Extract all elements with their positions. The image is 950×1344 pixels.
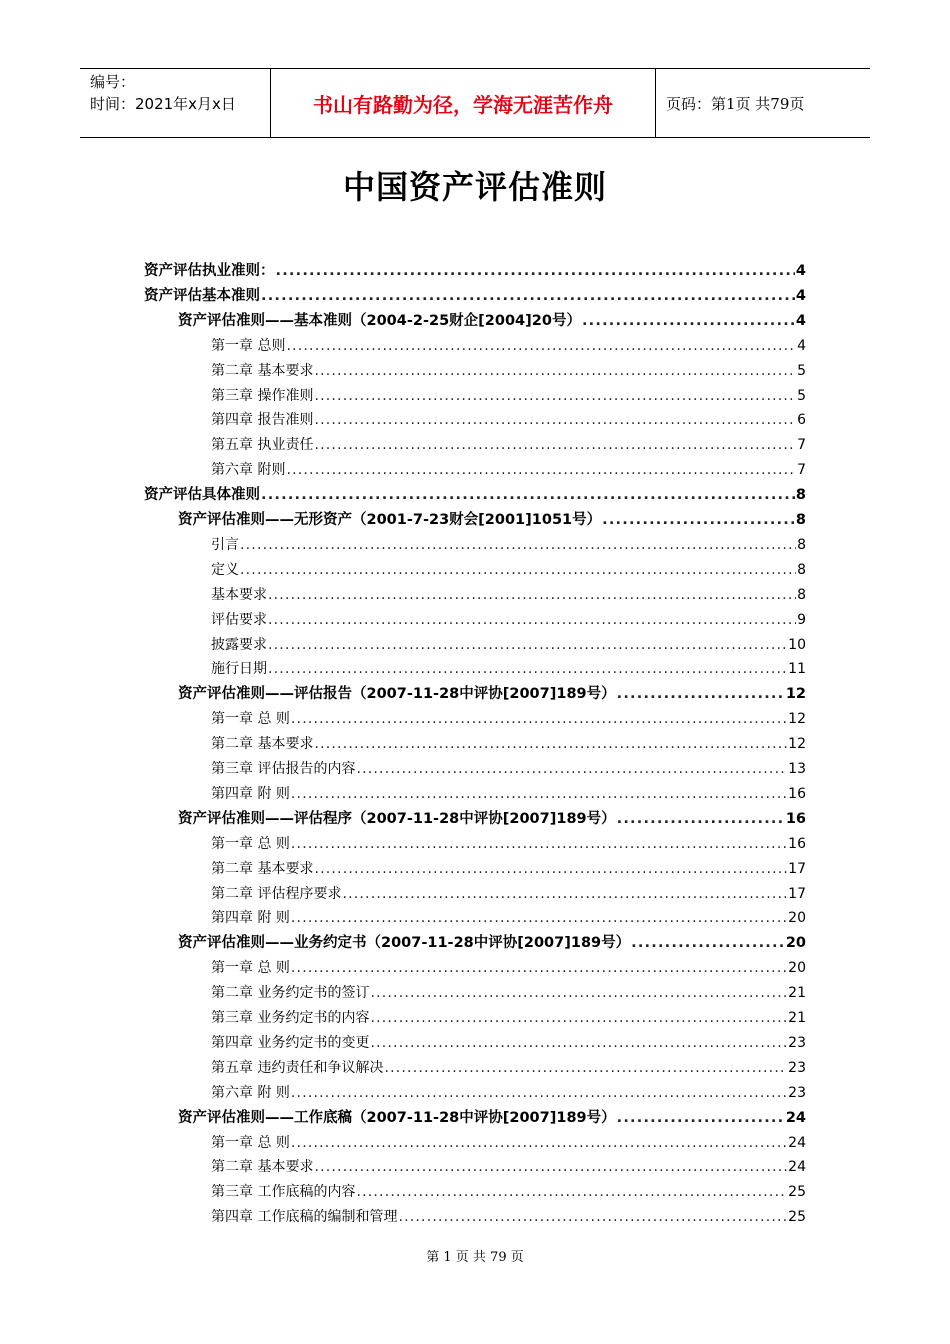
toc-entry-page: 4 bbox=[795, 287, 806, 304]
toc-entry[interactable] bbox=[211, 608, 806, 633]
toc-entry-label: 第二章 基本要求 bbox=[211, 362, 314, 379]
time-label: 时间：2021年x月x日 bbox=[90, 95, 236, 113]
toc-leader-dots bbox=[240, 533, 796, 558]
toc-leader-dots bbox=[291, 782, 787, 807]
toc-leader-dots bbox=[291, 832, 787, 857]
toc-entry-label: 资产评估准则——无形资产（2001-7-23财会[2001]1051号） bbox=[178, 512, 602, 528]
toc-entry[interactable] bbox=[211, 1056, 806, 1081]
toc-entry-page: 10 bbox=[788, 636, 806, 653]
toc-leader-dots bbox=[291, 1131, 787, 1156]
toc-entry-label: 资产评估准则——评估报告（2007-11-28中评协[2007]189号） bbox=[178, 686, 616, 703]
header-divider bbox=[655, 69, 656, 137]
toc-entry[interactable] bbox=[211, 359, 806, 384]
toc-entry[interactable] bbox=[211, 433, 806, 458]
toc-leader-dots bbox=[602, 508, 795, 533]
toc-entry[interactable] bbox=[211, 458, 806, 483]
toc-entry[interactable] bbox=[211, 1031, 806, 1056]
toc-leader-dots bbox=[268, 657, 787, 682]
toc-leader-dots bbox=[291, 1081, 787, 1106]
toc-leader-dots bbox=[631, 931, 785, 956]
toc-entry-page: 12 bbox=[788, 736, 806, 753]
toc-entry[interactable] bbox=[211, 1205, 806, 1230]
toc-entry-page: 17 bbox=[788, 885, 806, 902]
toc-entry[interactable] bbox=[178, 508, 806, 533]
toc-leader-dots bbox=[268, 583, 796, 608]
toc-leader-dots bbox=[384, 1056, 787, 1081]
toc-leader-dots bbox=[370, 1031, 787, 1056]
toc-entry-page: 9 bbox=[797, 611, 806, 628]
toc-entry-page: 4 bbox=[795, 263, 806, 279]
toc-leader-dots bbox=[314, 408, 796, 433]
toc-leader-dots bbox=[356, 1180, 787, 1205]
toc-entry-label: 资产评估基本准则 bbox=[144, 287, 260, 304]
toc-entry[interactable] bbox=[178, 682, 806, 707]
toc-entry-label: 评估要求 bbox=[211, 611, 267, 628]
header-meta bbox=[90, 71, 236, 115]
toc-leader-dots bbox=[268, 633, 787, 658]
toc-entry-page: 8 bbox=[795, 487, 806, 504]
toc-entry-label: 第四章 业务约定书的变更 bbox=[211, 1034, 370, 1051]
toc-entry-page: 20 bbox=[788, 910, 806, 927]
toc-leader-dots bbox=[314, 857, 787, 882]
toc-leader-dots bbox=[342, 882, 787, 907]
toc-entry-label: 定义 bbox=[211, 561, 239, 578]
toc-entry-label: 第六章 附则 bbox=[211, 462, 286, 479]
toc-entry-page: 6 bbox=[797, 412, 806, 429]
toc-entry-page: 24 bbox=[788, 1134, 806, 1151]
toc-entry[interactable] bbox=[211, 882, 806, 907]
toc-entry-page: 23 bbox=[788, 1084, 806, 1101]
toc-entry[interactable] bbox=[211, 1006, 806, 1031]
toc-entry-page: 23 bbox=[788, 1059, 806, 1076]
toc-leader-dots bbox=[314, 732, 787, 757]
toc-entry[interactable] bbox=[144, 259, 806, 284]
toc-entry-label: 第四章 附 则 bbox=[211, 785, 290, 802]
toc-leader-dots bbox=[314, 384, 796, 409]
toc-leader-dots bbox=[617, 1106, 785, 1131]
document-header bbox=[80, 68, 870, 138]
toc-entry-label: 第六章 附 则 bbox=[211, 1084, 290, 1101]
toc-entry-label: 第三章 业务约定书的内容 bbox=[211, 1010, 370, 1026]
toc-entry-label: 资产评估具体准则 bbox=[144, 487, 260, 504]
toc-entry-page: 16 bbox=[788, 835, 806, 852]
toc-entry[interactable] bbox=[211, 906, 806, 931]
toc-entry-page: 7 bbox=[797, 462, 806, 479]
toc-entry-label: 披露要求 bbox=[211, 636, 267, 653]
toc-entry-page: 25 bbox=[788, 1209, 806, 1226]
toc-entry[interactable] bbox=[211, 583, 806, 608]
toc-entry-page: 5 bbox=[797, 362, 806, 379]
toc-leader-dots bbox=[356, 757, 787, 782]
toc-entry[interactable] bbox=[211, 1180, 806, 1205]
toc-leader-dots bbox=[617, 807, 785, 832]
toc-entry-page: 4 bbox=[795, 312, 806, 329]
toc-entry-label: 第二章 基本要求 bbox=[211, 1159, 314, 1176]
toc-leader-dots bbox=[291, 707, 787, 732]
toc-entry-page: 20 bbox=[785, 935, 806, 952]
toc-entry-label: 第三章 工作底稿的内容 bbox=[211, 1184, 356, 1201]
toc-leader-dots bbox=[370, 981, 787, 1006]
toc-entry[interactable] bbox=[211, 533, 806, 558]
toc-entry[interactable] bbox=[178, 931, 806, 956]
toc-entry-label: 资产评估准则——业务约定书（2007-11-28中评协[2007]189号） bbox=[178, 935, 631, 952]
toc-entry-label: 第二章 基本要求 bbox=[211, 860, 314, 877]
toc-entry[interactable] bbox=[211, 657, 806, 682]
toc-entry-label: 第五章 违约责任和争议解决 bbox=[211, 1059, 384, 1076]
toc-entry[interactable] bbox=[211, 334, 806, 359]
toc-entry-label: 第四章 工作底稿的编制和管理 bbox=[211, 1209, 398, 1226]
toc-entry[interactable] bbox=[211, 832, 806, 857]
toc-entry-label: 第一章 总 则 bbox=[211, 711, 290, 728]
toc-entry-page: 24 bbox=[785, 1109, 806, 1126]
toc-leader-dots bbox=[291, 906, 787, 931]
toc-entry[interactable] bbox=[178, 309, 806, 334]
toc-entry-page: 17 bbox=[788, 860, 806, 877]
toc-leader-dots bbox=[291, 956, 787, 981]
toc-entry-label: 第二章 评估程序要求 bbox=[211, 885, 342, 902]
toc-entry-page: 8 bbox=[795, 512, 806, 528]
toc-leader-dots bbox=[582, 309, 795, 334]
toc-leader-dots bbox=[370, 1006, 787, 1031]
page-footer: 第 1 页 共 79 页 bbox=[426, 1250, 524, 1265]
toc-leader-dots bbox=[398, 1205, 787, 1230]
toc-entry-page: 11 bbox=[788, 661, 806, 678]
toc-entry-page: 13 bbox=[788, 761, 806, 777]
toc-entry-label: 资产评估准则——工作底稿（2007-11-28中评协[2007]189号） bbox=[178, 1109, 616, 1126]
toc-entry-page: 20 bbox=[788, 960, 806, 977]
toc-entry-label: 第一章 总 则 bbox=[211, 960, 290, 977]
toc-entry[interactable] bbox=[211, 956, 806, 981]
toc-entry-label: 第一章 总 则 bbox=[211, 835, 290, 852]
number-label: 编号： bbox=[90, 73, 136, 91]
toc-entry-page: 16 bbox=[785, 810, 806, 827]
toc-entry[interactable] bbox=[211, 408, 806, 433]
toc-entry-page: 23 bbox=[788, 1034, 806, 1051]
header-motto: 书山有路勤为径，学海无涯苦作舟 bbox=[313, 92, 613, 117]
toc-entry-label: 引言 bbox=[211, 536, 239, 553]
toc-entry[interactable] bbox=[211, 1155, 806, 1180]
toc-entry[interactable] bbox=[144, 483, 806, 508]
toc-entry[interactable] bbox=[211, 857, 806, 882]
toc-entry[interactable] bbox=[211, 782, 806, 807]
toc-leader-dots bbox=[314, 433, 796, 458]
toc-entry-label: 第四章 附 则 bbox=[211, 910, 290, 927]
toc-leader-dots bbox=[261, 284, 795, 309]
toc-entry-page: 5 bbox=[797, 387, 806, 404]
toc-entry-label: 第一章 总则 bbox=[211, 337, 286, 354]
toc-leader-dots bbox=[314, 1155, 787, 1180]
toc-leader-dots bbox=[268, 608, 796, 633]
toc-entry[interactable] bbox=[211, 732, 806, 757]
toc-entry[interactable] bbox=[211, 757, 806, 782]
toc-entry-label: 资产评估准则——基本准则（2004-2-25财企[2004]20号） bbox=[178, 312, 581, 329]
toc-entry-label: 第三章 操作准则 bbox=[211, 387, 314, 404]
toc-leader-dots bbox=[286, 458, 796, 483]
toc-entry-page: 8 bbox=[797, 586, 806, 603]
header-page-info: 页码：第1页 共79页 bbox=[666, 94, 805, 113]
toc-entry[interactable] bbox=[211, 707, 806, 732]
toc-leader-dots bbox=[617, 682, 785, 707]
toc-entry-page: 25 bbox=[788, 1184, 806, 1201]
toc-entry-page: 16 bbox=[788, 785, 806, 802]
document-title: 中国资产评估准则 bbox=[342, 168, 607, 206]
toc-entry-label: 资产评估执业准则： bbox=[144, 263, 275, 279]
toc-entry-page: 4 bbox=[797, 337, 806, 354]
toc-entry-label: 第四章 报告准则 bbox=[211, 412, 314, 429]
toc-entry-page: 21 bbox=[788, 985, 806, 1002]
toc-entry-page: 7 bbox=[797, 437, 806, 454]
toc-leader-dots bbox=[286, 334, 796, 359]
toc-entry-label: 第五章 执业责任 bbox=[211, 437, 314, 454]
toc-entry-label: 第二章 业务约定书的签订 bbox=[211, 985, 370, 1002]
toc-leader-dots bbox=[314, 359, 796, 384]
toc-leader-dots bbox=[261, 483, 795, 508]
toc-entry-page: 12 bbox=[788, 711, 806, 728]
toc-entry-label: 资产评估准则——评估程序（2007-11-28中评协[2007]189号） bbox=[178, 810, 616, 827]
toc-entry-page: 8 bbox=[797, 561, 806, 578]
toc-leader-dots bbox=[276, 259, 795, 284]
toc-entry-label: 第一章 总 则 bbox=[211, 1134, 290, 1151]
toc-entry[interactable] bbox=[211, 1131, 806, 1156]
toc-leader-dots bbox=[240, 558, 796, 583]
toc-entry[interactable] bbox=[144, 284, 806, 309]
toc-entry-page: 8 bbox=[797, 536, 806, 553]
toc-entry[interactable] bbox=[211, 633, 806, 658]
toc-entry[interactable] bbox=[211, 558, 806, 583]
toc-entry[interactable] bbox=[178, 1106, 806, 1131]
toc-entry[interactable] bbox=[211, 1081, 806, 1106]
toc-entry[interactable] bbox=[178, 807, 806, 832]
toc-entry-label: 第二章 基本要求 bbox=[211, 736, 314, 753]
toc-entry[interactable] bbox=[211, 981, 806, 1006]
toc-entry-label: 第三章 评估报告的内容 bbox=[211, 761, 356, 777]
toc-entry-label: 施行日期 bbox=[211, 661, 267, 678]
toc-entry-page: 24 bbox=[788, 1159, 806, 1176]
toc-entry-page: 21 bbox=[788, 1010, 806, 1026]
toc-entry-page: 12 bbox=[785, 686, 806, 703]
toc-entry[interactable] bbox=[211, 384, 806, 409]
toc-entry-label: 基本要求 bbox=[211, 586, 267, 603]
